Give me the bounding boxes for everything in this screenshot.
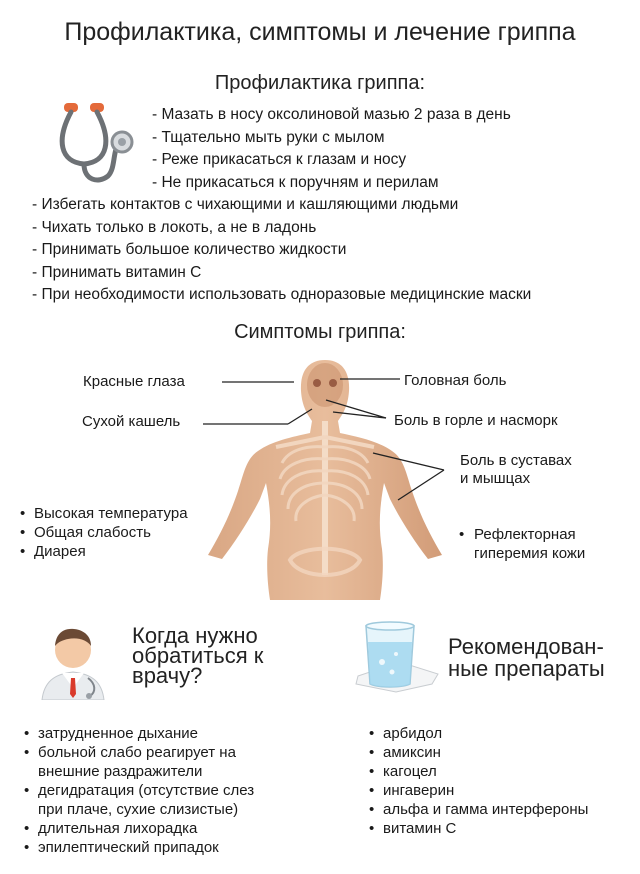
doctor-list <box>22 724 254 857</box>
symptom-joint-pain-line2: и мышцах <box>460 470 531 487</box>
water-glass-icon <box>352 618 442 698</box>
doctor-title-line2: обратиться к <box>132 643 264 668</box>
doctor-icon <box>38 618 108 700</box>
drugs-list <box>367 724 588 838</box>
symptom-skin-hyperemia-line2: гиперемия кожи <box>474 545 586 562</box>
prevention-item: - Реже прикасаться к глазам и носу <box>152 151 407 168</box>
symptom-item: • Диарея <box>20 542 188 561</box>
symptom-headache: Головная боль <box>404 372 507 389</box>
symptom-joint-pain-line1: Боль в суставах <box>460 452 572 469</box>
symptom-joint-pain <box>460 452 572 488</box>
symptom-skin-hyperemia <box>459 525 585 563</box>
drug-item: • альфа и гамма интерфероны <box>367 800 588 819</box>
drugs-title-line1: Рекомендован- <box>448 634 604 659</box>
symptom-item: • Высокая температура <box>20 504 188 523</box>
prevention-item: - Избегать контактов с чихающими и кашляющими людьми <box>32 196 459 213</box>
drugs-title-line2: ные препараты <box>448 656 605 681</box>
drug-item: • витамин С <box>367 819 588 838</box>
symptom-skin-hyperemia-line1: • Рефлекторная <box>459 526 576 543</box>
prevention-item: - При необходимости использовать одноразовые медицинские маски <box>32 286 532 303</box>
drug-item: • кагоцел <box>367 762 588 781</box>
drugs-title <box>448 636 605 680</box>
symptoms-left-list <box>20 504 188 561</box>
symptom-dry-cough: Сухой кашель <box>82 413 181 430</box>
doctor-item: • дегидратация (отсутствие слез <box>22 781 254 800</box>
prevention-item: - Тщательно мыть руки с мылом <box>152 128 385 146</box>
prevention-item: - Принимать витамин С <box>32 263 202 281</box>
drug-item: • ингаверин <box>367 781 588 800</box>
doctor-item: при плаче, сухие слизистые) <box>38 801 239 818</box>
prevention-item: - Чихать только в локоть, а не в ладонь <box>32 218 317 236</box>
drug-item: • амиксин <box>367 743 588 762</box>
doctor-title-line3: врачу? <box>132 663 203 688</box>
doctor-item: • затрудненное дыхание <box>22 724 254 743</box>
doctor-title <box>132 623 264 688</box>
doctor-item: • больной слабо реагирует на <box>22 743 254 762</box>
symptom-sore-throat: Боль в горле и насморк <box>394 412 558 429</box>
symptoms-title: Симптомы гриппа: <box>234 321 406 343</box>
doctor-item: • длительная лихорадка <box>22 819 254 838</box>
prevention-item: - Не прикасаться к поручням и перилам <box>152 173 439 191</box>
prevention-title: Профилактика гриппа: <box>214 72 426 94</box>
doctor-title-line1: Когда нужно <box>132 623 258 648</box>
drug-item: • арбидол <box>367 724 588 743</box>
prevention-item: - Принимать большое количество жидкости <box>32 241 347 258</box>
prevention-item: - Мазать в носу оксолиновой мазью 2 раза в день <box>152 106 511 123</box>
doctor-item: • эпилептический припадок <box>22 838 254 857</box>
symptom-red-eyes: Красные глаза <box>83 373 185 390</box>
symptom-item: • Общая слабость <box>20 523 188 542</box>
page-title: Профилактика, симптомы и лечение гриппа <box>64 18 576 46</box>
doctor-item: внешние раздражители <box>38 763 203 780</box>
